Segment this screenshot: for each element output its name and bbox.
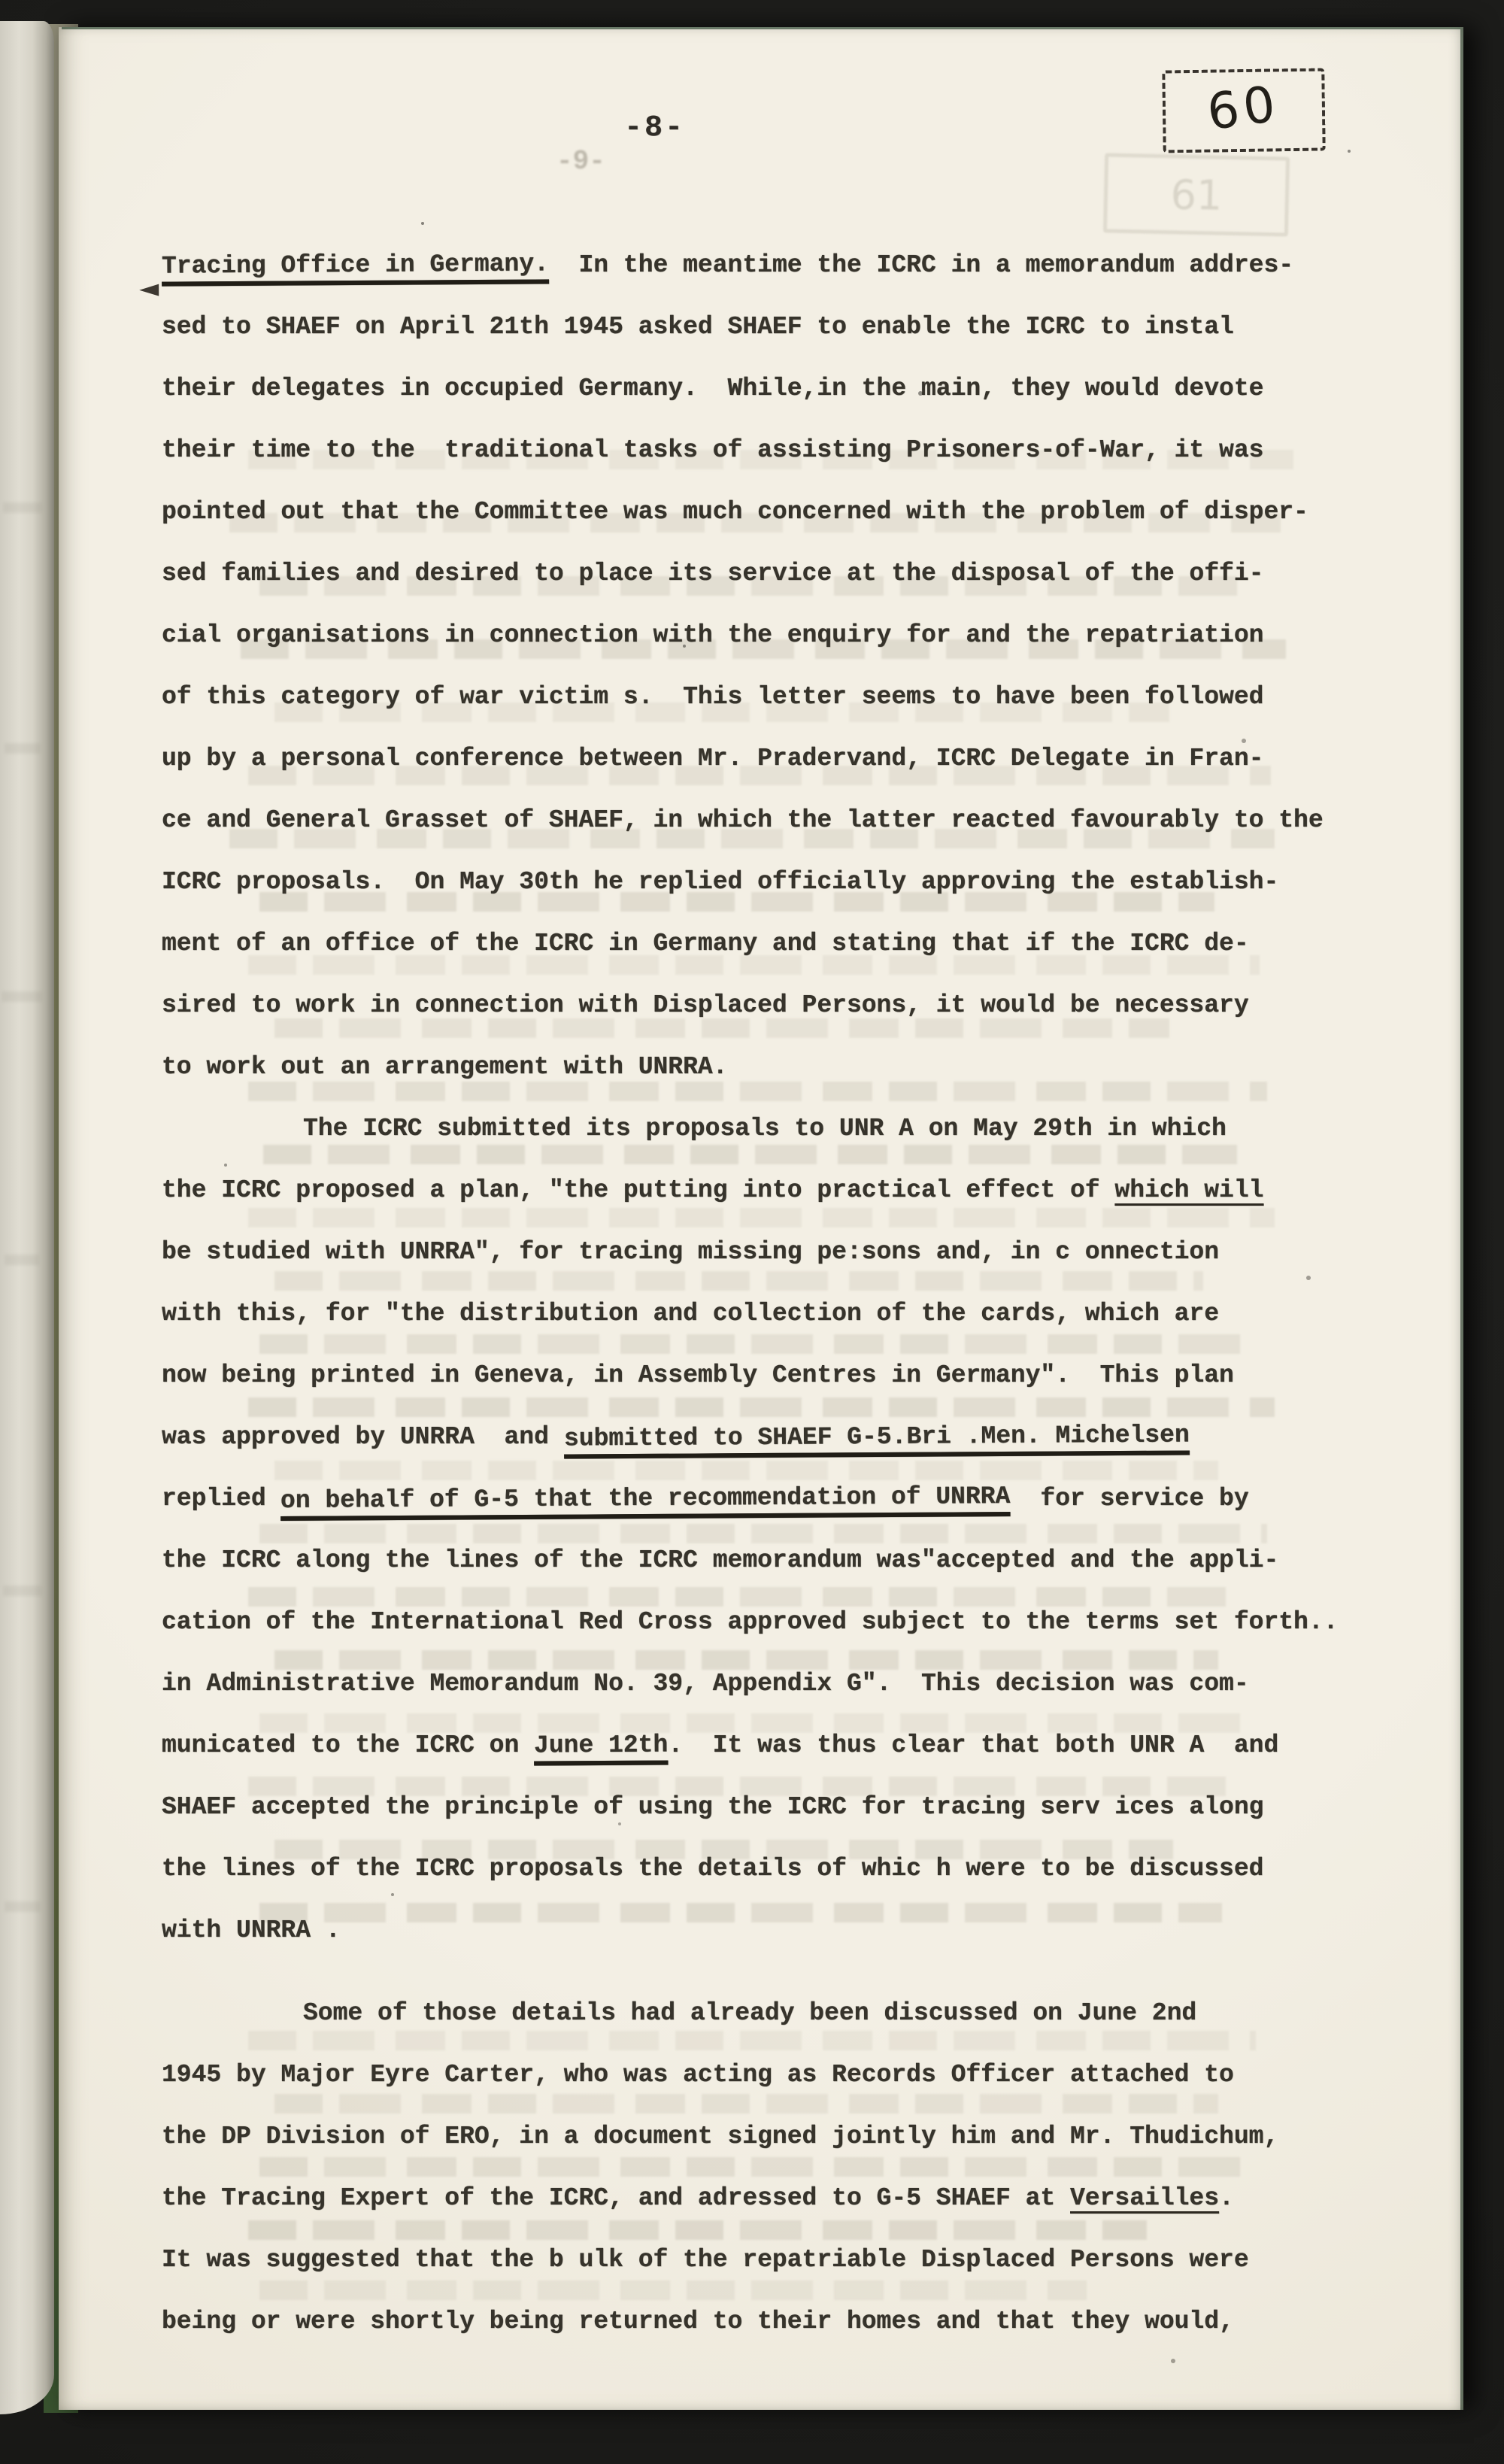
text-segment: pointed out that the Committee was much concerned with the problem of disper- bbox=[162, 498, 1308, 526]
text-line bbox=[162, 1283, 1380, 1345]
text-segment: for service by bbox=[1010, 1485, 1249, 1513]
text-line bbox=[162, 605, 1380, 666]
bleed-through-line bbox=[5, 743, 41, 754]
bleed-through-line bbox=[3, 1586, 42, 1596]
text-line bbox=[162, 1406, 1380, 1468]
text-line bbox=[162, 481, 1380, 543]
text-line bbox=[162, 1160, 1380, 1221]
text-line bbox=[162, 851, 1380, 913]
text-line bbox=[162, 666, 1380, 728]
text-line bbox=[162, 543, 1380, 605]
ghost-page-number: -9- bbox=[556, 146, 605, 177]
text-line bbox=[162, 790, 1380, 851]
text-line bbox=[162, 1468, 1380, 1530]
text-segment: sed to SHAEF on April 21th 1945 asked SHAEF to enable the ICRC to instal bbox=[162, 313, 1234, 341]
text-segment: ce and General Grasset of SHAEF, in which the latter reacted favourably to the bbox=[162, 806, 1324, 834]
text-line bbox=[162, 1838, 1380, 1900]
text-line bbox=[162, 1345, 1380, 1406]
text-segment: the Tracing Expert of the ICRC, and adressed to G-5 SHAEF at bbox=[162, 2184, 1070, 2212]
text-segment: of this category of war victim s. This letter seems to have been followed bbox=[162, 683, 1264, 711]
text-line bbox=[162, 1653, 1380, 1715]
underlined-text: submitted to SHAEF G-5.Bri .Men. Michelsen bbox=[563, 1421, 1190, 1453]
previous-page-edge bbox=[0, 21, 54, 2414]
text-line bbox=[162, 1221, 1380, 1283]
text-line bbox=[162, 1715, 1380, 1777]
text-line bbox=[162, 1036, 1380, 1098]
text-line bbox=[162, 2044, 1380, 2106]
ghost-stamp-number: 61 bbox=[1169, 170, 1224, 220]
text-segment: sired to work in connection with Displaced Persons, it would be necessary bbox=[162, 991, 1249, 1019]
text-segment: In the meantime the ICRC in a memorandum addres- bbox=[548, 251, 1294, 279]
text-segment: cation of the International Red Cross approved subject to the terms set forth.. bbox=[162, 1608, 1339, 1636]
text-segment: in Administrative Memorandum No. 39, Appendix G". This decision was com- bbox=[162, 1670, 1249, 1698]
text-segment: municated to the ICRC on bbox=[162, 1731, 535, 1759]
text-line bbox=[162, 913, 1380, 975]
text-line bbox=[162, 2106, 1380, 2168]
text-segment: ment of an office of the ICRC in Germany and stating that if the ICRC de- bbox=[162, 930, 1249, 957]
text-segment: with UNRRA . bbox=[162, 1916, 341, 1944]
text-segment: to work out an arrangement with UNRRA. bbox=[162, 1053, 728, 1081]
underlined-text: Versailles bbox=[1070, 2184, 1220, 2212]
archive-stamp-box bbox=[1162, 68, 1326, 153]
text-line bbox=[162, 296, 1380, 358]
text-line bbox=[162, 728, 1380, 790]
text-segment: the DP Division of ERO, in a document signed jointly him and Mr. Thudichum, bbox=[162, 2123, 1279, 2150]
stamp-number: 60 bbox=[1203, 74, 1284, 141]
underlined-text: on behalf of G-5 that the recommendation of UNRRA bbox=[280, 1482, 1011, 1515]
text-segment: the ICRC proposed a plan, "the putting into practical effect of bbox=[162, 1176, 1115, 1204]
text-segment: up by a personal conference between Mr. Pradervand, ICRC Delegate in Fran- bbox=[162, 745, 1264, 772]
text-line bbox=[162, 1983, 1380, 2044]
text-segment: the ICRC along the lines of the ICRC memorandum was"accepted and the appli- bbox=[162, 1546, 1279, 1574]
text-segment: being or were shortly being returned to their homes and that they would, bbox=[162, 2308, 1234, 2335]
text-segment: cial organisations in connection with the enquiry for and the repatriation bbox=[162, 621, 1264, 649]
bleed-through-line bbox=[2, 991, 42, 1002]
text-segment: SHAEF accepted the principle of using the ICRC for tracing serv ices along bbox=[162, 1793, 1264, 1821]
text-line bbox=[162, 1592, 1380, 1653]
text-line bbox=[162, 2291, 1380, 2353]
bleed-through-line bbox=[5, 1255, 39, 1265]
bleed-through-line bbox=[3, 502, 42, 513]
text-line bbox=[162, 2229, 1380, 2291]
text-segment: It was suggested that the b ulk of the repatriable Displaced Persons were bbox=[162, 2246, 1249, 2274]
text-segment: ICRC proposals. On May 30th he replied officially approving the establish- bbox=[162, 868, 1279, 896]
text-segment: replied bbox=[162, 1485, 281, 1513]
text-line bbox=[162, 1900, 1380, 1962]
text-segment: was approved by UNRRA and bbox=[162, 1423, 564, 1451]
underlined-text: which will bbox=[1114, 1176, 1264, 1204]
ghost-stamp-box bbox=[1103, 153, 1290, 236]
text-line bbox=[162, 1777, 1380, 1838]
text-segment: sed families and desired to place its service at the disposal of the offi- bbox=[162, 560, 1264, 587]
page-right-edge bbox=[1460, 27, 1463, 2410]
underlined-text: Tracing Office in Germany. bbox=[162, 233, 549, 297]
text-segment: be studied with UNRRA", for tracing missing pe:sons and, in c onnection bbox=[162, 1238, 1220, 1266]
bleed-through-line bbox=[5, 1901, 41, 1912]
text-segment: 1945 by Major Eyre Carter, who was acting as Records Officer attached to bbox=[162, 2061, 1234, 2089]
underlined-text: June 12th bbox=[533, 1731, 669, 1760]
text-segment: the lines of the ICRC proposals the details of whic h were to be discussed bbox=[162, 1855, 1264, 1883]
text-line bbox=[162, 1530, 1380, 1592]
text-segment: . bbox=[1219, 2184, 1234, 2212]
text-line bbox=[162, 1098, 1380, 1160]
text-line bbox=[162, 235, 1380, 296]
text-segment: now being printed in Geneva, in Assembly Centres in Germany". This plan bbox=[162, 1361, 1234, 1389]
text-line bbox=[162, 975, 1380, 1036]
typewritten-text bbox=[162, 235, 1380, 2353]
page-number: -8- bbox=[624, 111, 686, 145]
page-top-edge bbox=[62, 27, 1460, 29]
text-segment: their time to the traditional tasks of assisting Prisoners-of-War, it was bbox=[162, 436, 1264, 464]
text-line bbox=[162, 2168, 1380, 2229]
text-segment: The ICRC submitted its proposals to UNR A on May 29th in which bbox=[303, 1115, 1227, 1142]
text-segment: Some of those details had already been discussed on June 2nd bbox=[303, 1999, 1197, 2027]
text-line bbox=[162, 358, 1380, 420]
scanned-page bbox=[59, 27, 1463, 2410]
text-line bbox=[162, 420, 1380, 481]
text-segment: their delegates in occupied Germany. While,in the main, they would devote bbox=[162, 375, 1264, 402]
text-segment: with this, for "the distribution and collection of the cards, which are bbox=[162, 1300, 1220, 1328]
text-segment: . It was thus clear that both UNR A and bbox=[668, 1731, 1279, 1759]
paper-specks bbox=[421, 222, 424, 225]
